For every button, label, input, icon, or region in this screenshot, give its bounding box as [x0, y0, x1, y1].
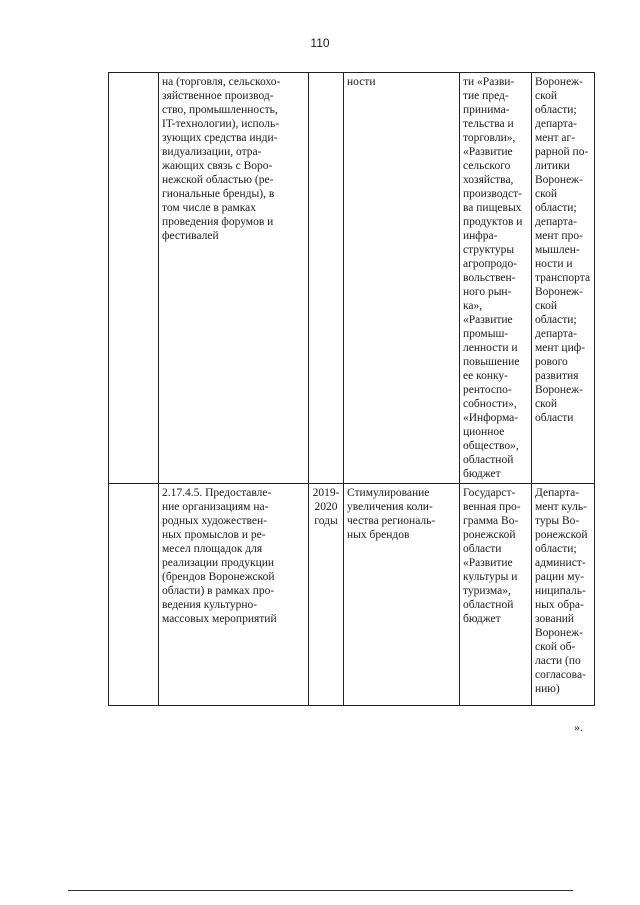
- closing-quote-mark: ».: [574, 720, 583, 734]
- period-cell: [309, 73, 344, 484]
- measures-table: [108, 72, 595, 706]
- measure-cell: на (торговля, сельскохо- зяйственное производ- ство, промышленность, IT-технологии), исполь- зующих средства инди- видуализации, отра- жающих связь с Воро- нежской областью (ре- гиональные бренды), в том числе в рамках проведения форумов и фестивалей: [159, 73, 309, 484]
- period-cell: 2019- 2020 годы: [309, 484, 344, 706]
- table-row: [109, 73, 595, 484]
- executor-cell: Воронеж- ской области; департа- мент аг- рарной по- литики Воронеж- ской области; департа- мент про- мышлен- ности и транспорта Воронеж- ской области; департа- мент циф- рового развития Воронеж- ской области: [532, 73, 595, 484]
- row-number-cell: [109, 484, 159, 706]
- executor-cell: Департа- мент куль- туры Во- ронежской области; админист- рации му- ниципаль- ных обра- зований Воронеж- ской об- ласти (по согласова- нию): [532, 484, 595, 706]
- page-number: 110: [310, 36, 330, 50]
- table-row: [109, 484, 595, 706]
- funding-source-cell: ти «Разви- тие пред- принима- тельства и торговли», «Развитие сельского хозяйства, производст- ва пищевых продуктов и инфра- структуры агропродо- вольствен- ного рын- ка», «Развитие промыш- ленности и повышение ее конку- рентоспо- собности», «Информа- ционное общество», областной бюджет: [460, 73, 532, 484]
- result-cell: ности: [344, 73, 460, 484]
- measure-cell: 2.17.4.5. Предоставле- ние организациям на- родных художествен- ных промыслов и ре- месел площадок для реализации продукции (брендов Воронежской области) в рамках про- ведения культурно- массовых мероприятий: [159, 484, 309, 706]
- funding-source-cell: Государст- венная про- грамма Во- ронежской области «Развитие культуры и туризма», областной бюджет: [460, 484, 532, 706]
- row-number-cell: [109, 73, 159, 484]
- result-cell: Стимулирование увеличения коли- чества региональ- ных брендов: [344, 484, 460, 706]
- footer-divider: [68, 890, 573, 891]
